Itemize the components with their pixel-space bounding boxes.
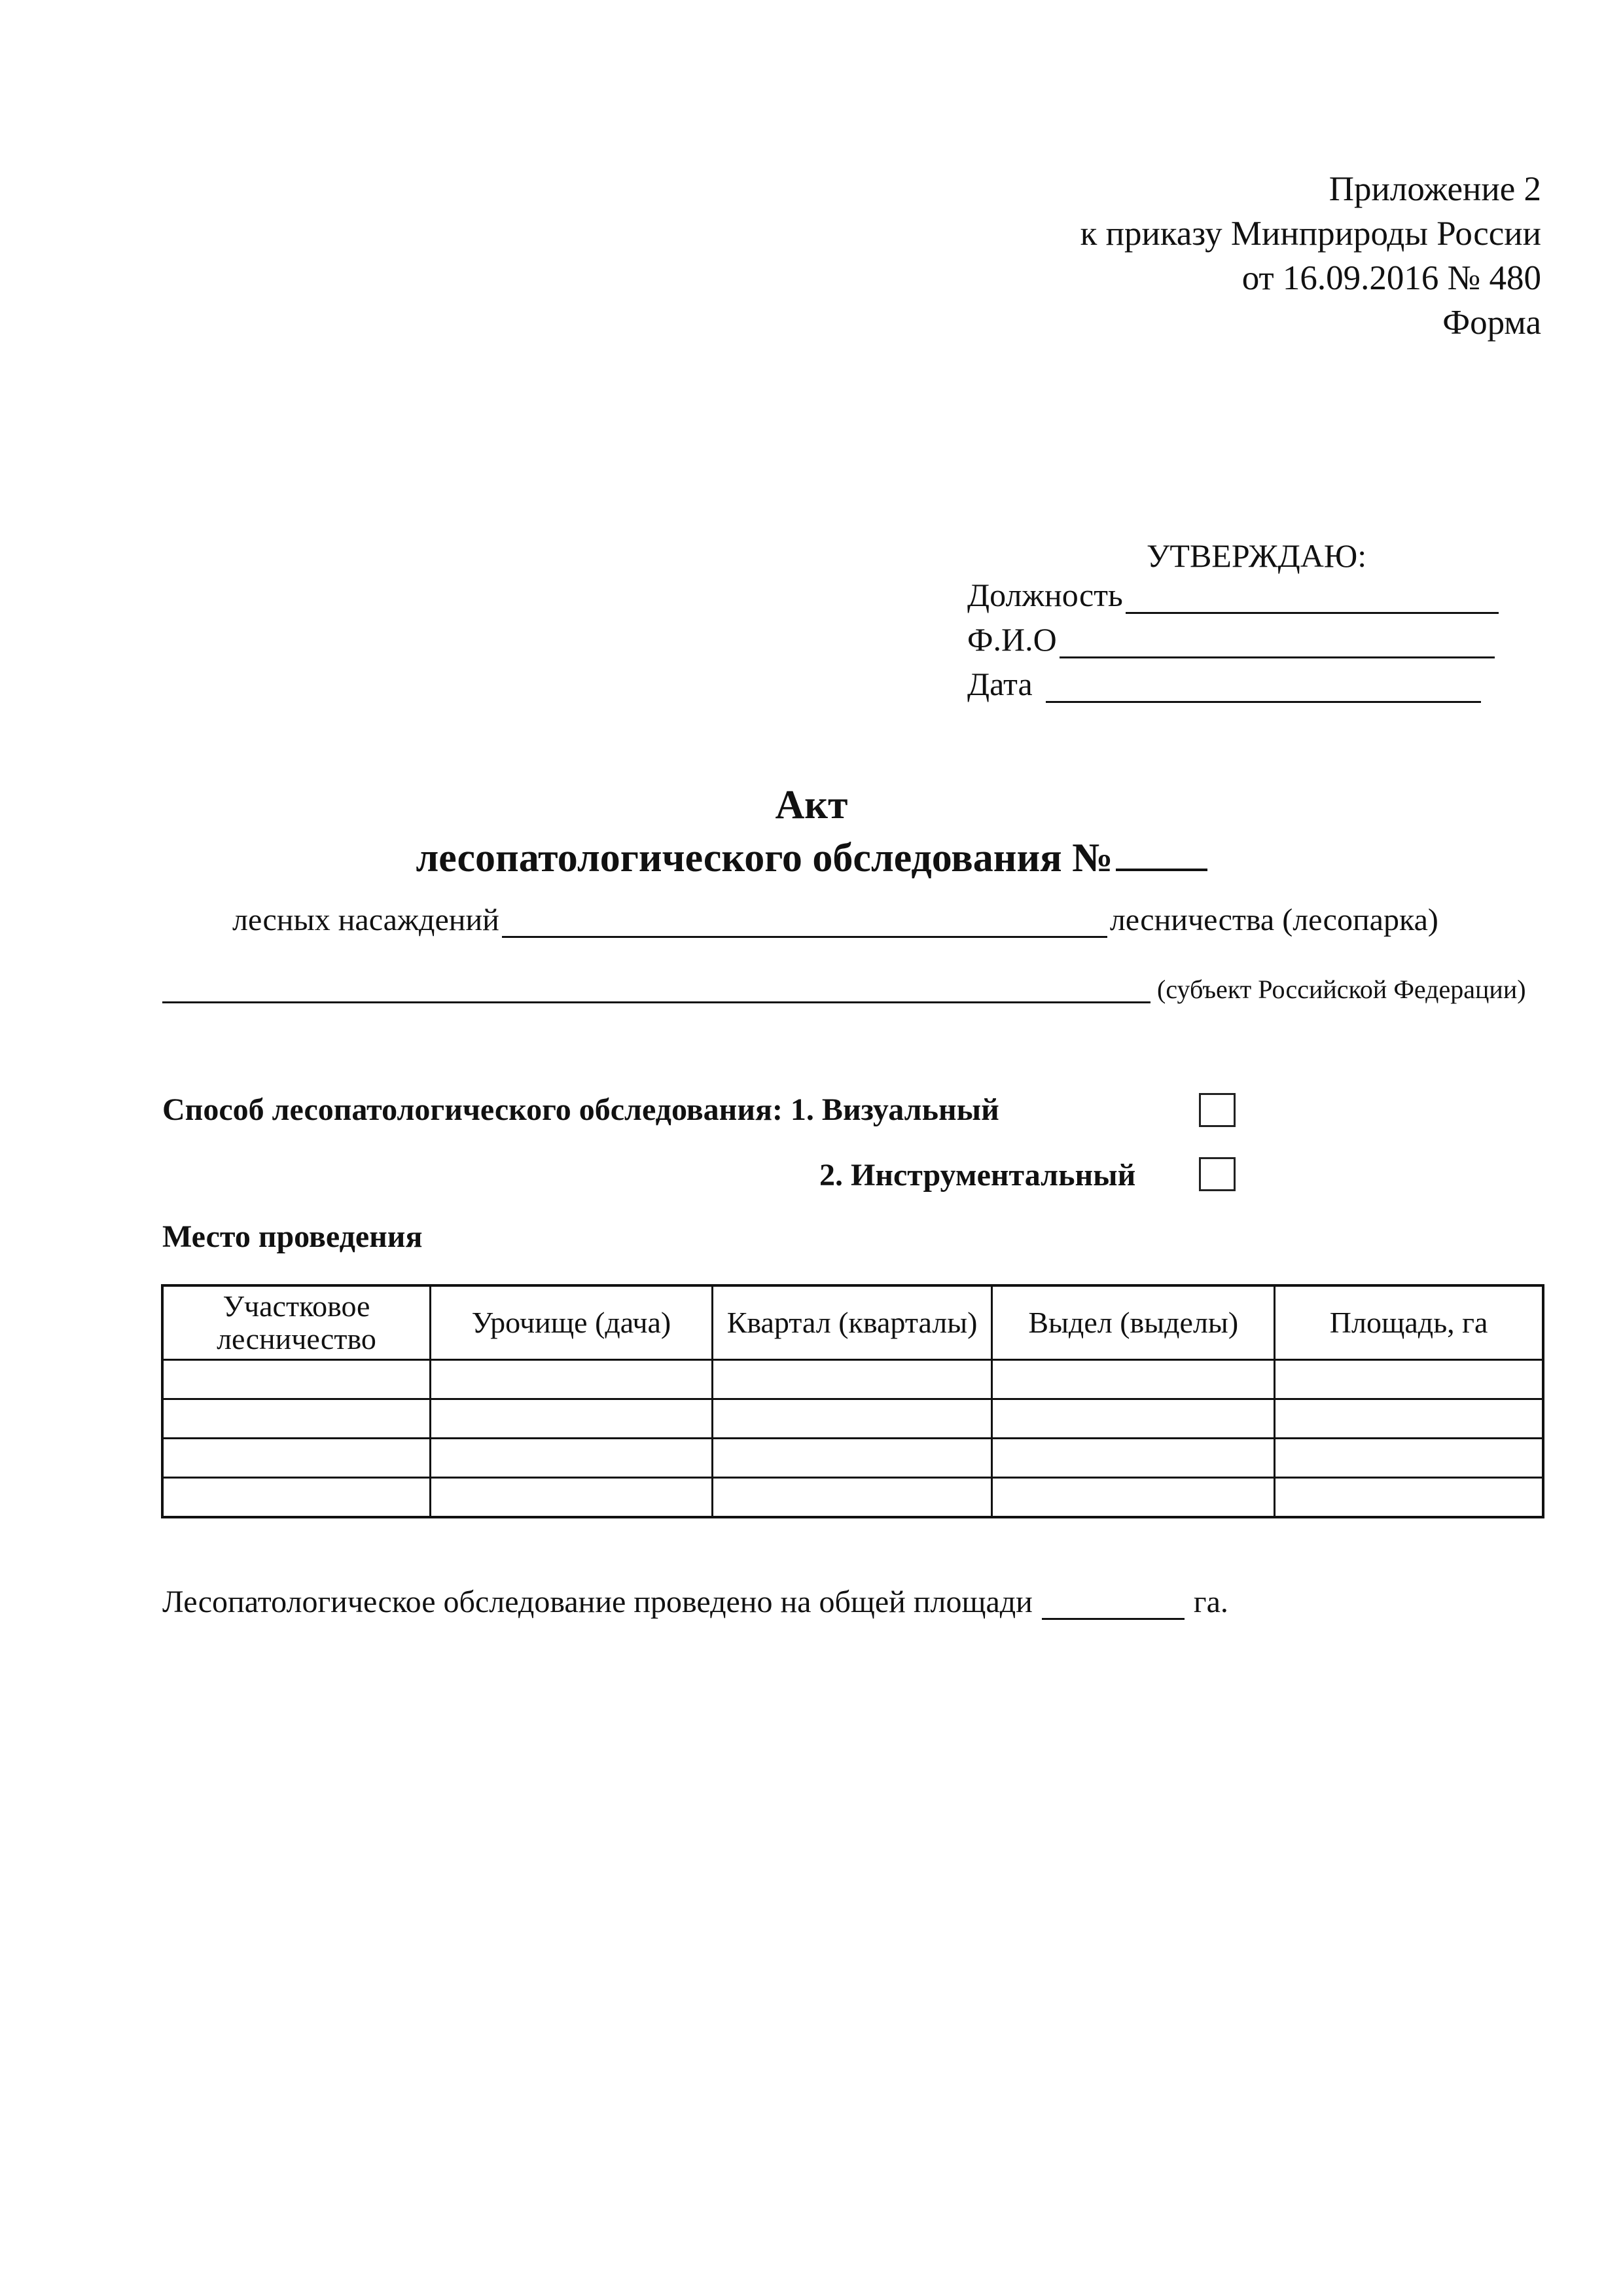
total-area-row (162, 1584, 1228, 1620)
header-block (1080, 167, 1541, 345)
stands-prefix: лесных насаждений (232, 903, 499, 937)
table-cell[interactable] (992, 1478, 1275, 1518)
table-cell[interactable] (992, 1360, 1275, 1399)
table-cell[interactable] (712, 1360, 991, 1399)
document-subtitle (0, 833, 1623, 882)
order-date: от 16.09.2016 № 480 (1241, 259, 1541, 297)
table-cell[interactable] (992, 1439, 1275, 1478)
table-row (162, 1399, 1543, 1439)
table-cell[interactable] (1275, 1439, 1543, 1478)
order-reference: к приказу Минприроды России (1080, 215, 1541, 253)
table-cell[interactable] (712, 1399, 991, 1439)
name-field[interactable] (1060, 628, 1495, 658)
date-label: Дата (967, 666, 1033, 702)
table-row (162, 1478, 1543, 1518)
total-area-field[interactable] (1042, 1589, 1185, 1620)
table-cell[interactable] (712, 1478, 991, 1518)
table-row (162, 1439, 1543, 1478)
instrumental-checkbox[interactable] (1199, 1157, 1236, 1191)
method-label: Способ лесопатологического обследования: 1. Визуальный (162, 1092, 999, 1127)
date-field[interactable] (1046, 672, 1481, 703)
table-cell[interactable] (430, 1439, 712, 1478)
position-label: Должность (967, 577, 1123, 613)
stands-suffix: лесничества (лесопарка) (1109, 903, 1438, 937)
column-header: Участковое лесничество (162, 1285, 430, 1360)
column-header: Урочище (дача) (430, 1285, 712, 1360)
table-cell[interactable] (430, 1360, 712, 1399)
table-cell[interactable] (1275, 1360, 1543, 1399)
column-header: Квартал (кварталы) (712, 1285, 991, 1360)
position-field[interactable] (1126, 583, 1499, 614)
column-header: Площадь, га (1275, 1285, 1543, 1360)
table-cell[interactable] (1275, 1478, 1543, 1518)
table-header-row (162, 1285, 1543, 1360)
total-area-unit: га. (1193, 1585, 1228, 1619)
place-label: Место проведения (162, 1219, 423, 1254)
name-label: Ф.И.О (967, 621, 1057, 658)
forestry-name-field[interactable] (502, 907, 1107, 938)
table-cell[interactable] (162, 1360, 430, 1399)
subject-field[interactable] (162, 1001, 1150, 1003)
column-header: Выдел (выделы) (992, 1285, 1275, 1360)
instrumental-label: 2. Инструментальный (819, 1158, 1136, 1193)
table-cell[interactable] (992, 1399, 1275, 1439)
visual-checkbox[interactable] (1199, 1093, 1236, 1127)
document-title: Акт (775, 783, 848, 827)
table-cell[interactable] (162, 1439, 430, 1478)
total-area-text: Лесопатологическое обследование проведено на общей площади (162, 1585, 1033, 1619)
act-number-field[interactable] (1116, 833, 1207, 871)
table-cell[interactable] (162, 1478, 430, 1518)
appendix-label: Приложение 2 (1329, 170, 1541, 208)
table-row (162, 1360, 1543, 1399)
form-label: Форма (1442, 304, 1541, 342)
table-cell[interactable] (712, 1439, 991, 1478)
table-cell[interactable] (1275, 1399, 1543, 1439)
place-table (161, 1284, 1544, 1518)
table-cell[interactable] (430, 1399, 712, 1439)
subtitle-text: лесопатологического обследования № (416, 836, 1113, 880)
approval-position-row (967, 576, 1499, 614)
subject-label: (субъект Российской Федерации) (1157, 975, 1526, 1004)
approval-name-row (967, 620, 1495, 658)
stands-row (232, 902, 1438, 938)
approval-date-row (967, 665, 1481, 703)
table-cell[interactable] (430, 1478, 712, 1518)
approval-title: УТВЕРЖДАЮ: (1147, 537, 1367, 574)
table-cell[interactable] (162, 1399, 430, 1439)
